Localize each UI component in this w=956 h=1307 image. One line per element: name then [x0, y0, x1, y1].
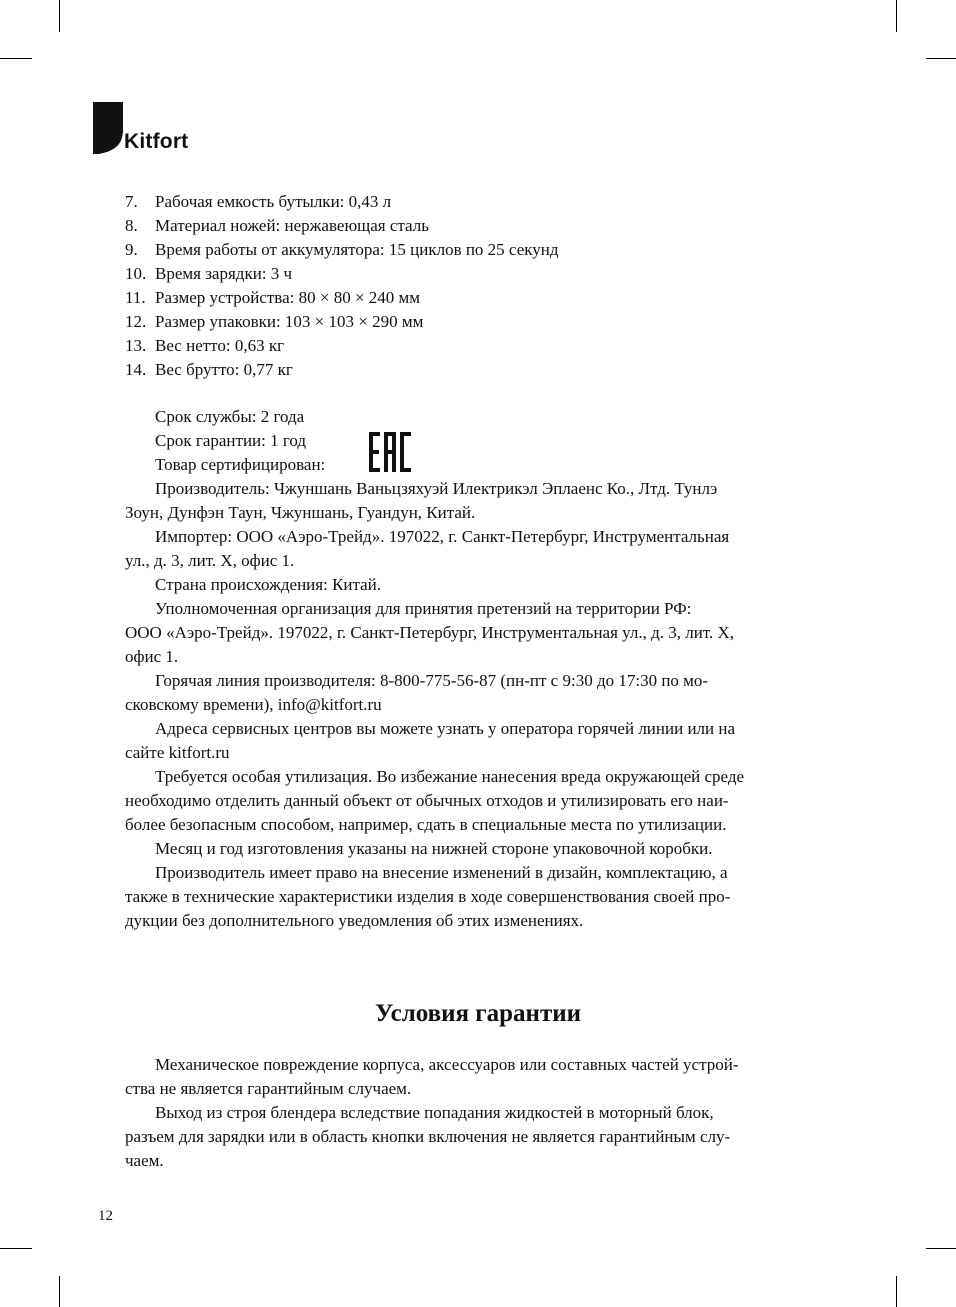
text-line: ООО «Аэро-Трейд». 197022, г. Санкт-Петербург, Инструментальная ул., д. 3, лит. Х,	[125, 623, 735, 642]
text-line: сковскому времени), info@kitfort.ru	[125, 695, 382, 714]
spec-text: Рабочая емкость бутылки: 0,43 л	[155, 192, 392, 211]
crop-mark	[926, 58, 956, 59]
spec-text: Материал ножей: нержавеющая сталь	[155, 216, 429, 235]
crop-mark	[896, 0, 897, 32]
text-line: офис 1.	[125, 647, 179, 666]
spec-number: 12.	[125, 312, 147, 331]
text-line: чаем.	[125, 1151, 164, 1170]
paragraph-origin	[125, 573, 845, 597]
text-line: более безопасным способом, например, сдать в специальные места по утилизации.	[125, 815, 727, 834]
paragraph-manufacture-date	[125, 837, 845, 861]
text-line: Зоун, Дунфэн Таун, Чжуншань, Гуандун, Китай.	[125, 503, 476, 522]
spec-text: Вес брутто: 0,77 кг	[155, 360, 293, 379]
crop-mark	[0, 1248, 32, 1249]
text-line: Производитель: Чжуншань Ваньцзяхуэй Илектрикэл Эплаенс Ко., Лтд. Тунлэ	[155, 479, 718, 498]
spec-number: 7.	[125, 192, 138, 211]
text-line: Производитель имеет право на внесение изменений в дизайн, комплектацию, а	[155, 863, 728, 882]
paragraph-claims-organization	[125, 597, 845, 669]
text-line: Уполномоченная организация для принятия претензий на территории РФ:	[155, 599, 692, 618]
spec-text: Размер устройства: 80 × 80 × 240 мм	[155, 288, 421, 307]
kitfort-mark-icon	[93, 102, 125, 154]
paragraph-liquid-damage	[125, 1101, 845, 1173]
text-line: Адреса сервисных центров вы можете узнать у оператора горячей линии или на	[155, 719, 736, 738]
spec-number: 9.	[125, 240, 138, 259]
paragraph-mechanical-damage	[125, 1053, 845, 1101]
crop-mark	[59, 1276, 60, 1307]
info-block	[125, 405, 845, 933]
text-line: дукции без дополнительного уведомления об этих изменениях.	[125, 911, 584, 930]
paragraph-disposal	[125, 765, 845, 837]
warranty-period: Срок гарантии: 1 год	[155, 431, 307, 450]
text-line: Механическое повреждение корпуса, аксессуаров или составных частей устрой-	[155, 1055, 739, 1074]
text-line: ства не является гарантийным случаем.	[125, 1079, 412, 1098]
spec-number: 11.	[125, 288, 146, 307]
spec-text: Вес нетто: 0,63 кг	[155, 336, 285, 355]
crop-mark	[926, 1248, 956, 1249]
spec-text: Время работы от аккумулятора: 15 циклов по 25 секунд	[155, 240, 559, 259]
paragraph-importer	[125, 525, 845, 573]
text-line: сайте kitfort.ru	[125, 743, 230, 762]
text-line: Импортер: ООО «Аэро-Трейд». 197022, г. Санкт-Петербург, Инструментальная	[155, 527, 730, 546]
service-life: Срок службы: 2 года	[155, 407, 305, 426]
spec-text: Размер упаковки: 103 × 103 × 290 мм	[155, 312, 424, 331]
text-line: Страна происхождения: Китай.	[155, 575, 382, 594]
paragraph-manufacturer	[125, 477, 845, 525]
spec-number: 10.	[125, 264, 147, 283]
text-line: Горячая линия производителя: 8-800-775-56-87 (пн-пт с 9:30 до 17:30 по мо-	[155, 671, 709, 690]
text-line: ул., д. 3, лит. Х, офис 1.	[125, 551, 295, 570]
spec-text: Время зарядки: 3 ч	[155, 264, 293, 283]
certified-label: Товар сертифицирован:	[155, 455, 326, 474]
brand-name: Kitfort	[124, 130, 189, 153]
text-line: необходимо отделить данный объект от обычных отходов и утилизировать его наи-	[125, 791, 729, 810]
text-line: Выход из строя блендера вследствие попадания жидкостей в моторный блок,	[155, 1103, 714, 1122]
text-line: разъем для зарядки или в область кнопки включения не является гарантийным слу-	[125, 1127, 731, 1146]
paragraph-service-centers	[125, 717, 845, 765]
text-line: Месяц и год изготовления указаны на нижней стороне упаковочной коробки.	[155, 839, 713, 858]
eac-mark-icon	[369, 432, 411, 472]
crop-mark	[59, 0, 60, 32]
warranty-block	[125, 1053, 845, 1173]
crop-mark	[0, 58, 32, 59]
page-number: 12	[98, 1208, 113, 1224]
paragraph-hotline	[125, 669, 845, 717]
crop-mark	[896, 1276, 897, 1307]
text-line: также в технические характеристики изделия в ходе совершенствования своей про-	[125, 887, 731, 906]
warranty-heading: Условия гарантии	[374, 1000, 582, 1027]
spec-number: 13.	[125, 336, 147, 355]
text-line: Требуется особая утилизация. Во избежание нанесения вреда окружающей среде	[155, 767, 745, 786]
spec-number: 8.	[125, 216, 138, 235]
spec-number: 14.	[125, 360, 147, 379]
paragraph-changes-notice	[125, 861, 845, 933]
kitfort-logo	[93, 102, 213, 158]
